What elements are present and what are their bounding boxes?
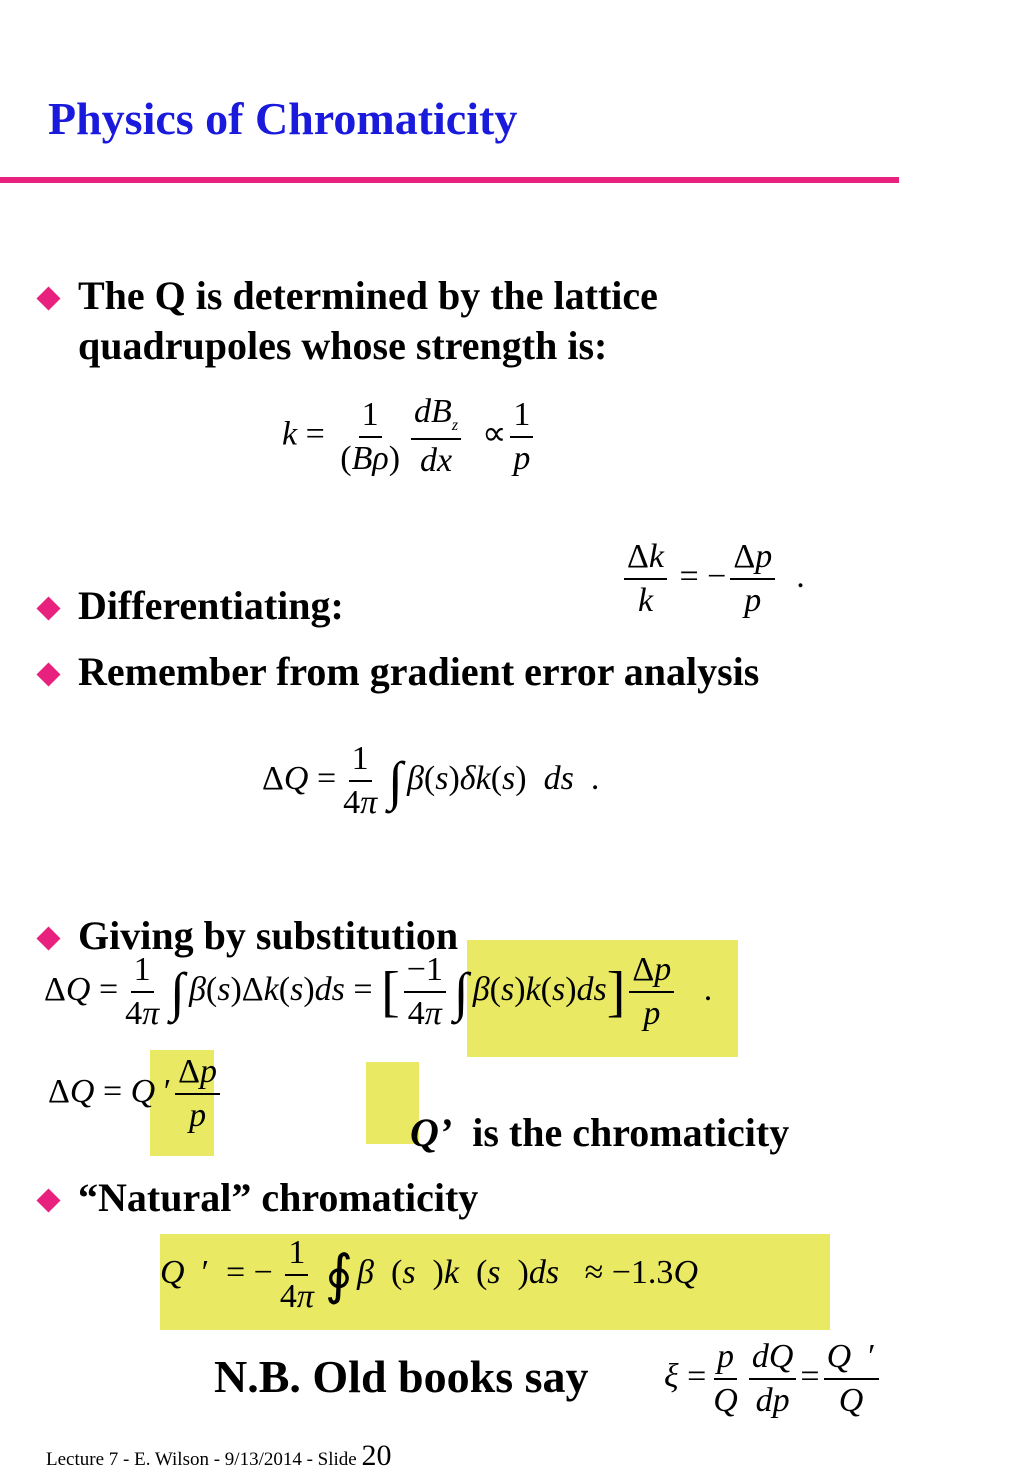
slide-number: 20 xyxy=(361,1439,392,1472)
bullet-gradient-error: Remember from gradient error analysis xyxy=(78,649,760,694)
footer-text: Lecture 7 - E. Wilson - 9/13/2014 - Slide xyxy=(46,1449,357,1470)
equation-quadrupole-strength: k = $\frac{1}{(B\rho)}$ $\frac{dB_z}{dx}$ ∝ $\frac{1}{p}$ xyxy=(282,395,537,478)
chromaticity-symbol: Q’ xyxy=(410,1110,453,1155)
bullet-diamond-icon xyxy=(36,926,60,950)
title-underline xyxy=(0,177,899,183)
equation-tune-shift: ΔQ = $\frac{1}{4\pi}$ ∫ β(s)δk(s) ds . xyxy=(262,740,600,821)
equation-substitution: ΔQ = $\frac{1}{4\pi}$ ∫ β(s)Δk(s)ds = [ $\frac{-1}{4\pi}$ ∫ β(s)k(s)ds] $\frac{\Delta p}{p}$ . xyxy=(44,951,713,1032)
nb-note: N.B. Old books say xyxy=(214,1351,589,1402)
bullet-quadrupole-line1: The Q is determined by the lattice xyxy=(78,273,658,318)
bullet-quadrupole-line2: quadrupoles whose strength is: xyxy=(78,323,608,368)
equation-chromaticity-definition: ΔQ = Q ′ $\frac{\Delta p}{p}$ xyxy=(48,1055,224,1133)
bullet-diamond-icon xyxy=(36,662,60,686)
bullet-natural-chromaticity: “Natural” chromaticity xyxy=(78,1175,479,1220)
bullet-differentiating: Differentiating: xyxy=(78,583,344,628)
chromaticity-note-text: is the chromaticity xyxy=(472,1110,790,1155)
slide-title: Physics of Chromaticity xyxy=(48,93,518,144)
equation-relative-change: $\frac{\Delta k}{k}$ = − $\frac{\Delta p}{p}$ . xyxy=(620,540,805,618)
bullet-diamond-icon xyxy=(36,596,60,620)
chromaticity-note xyxy=(410,1108,789,1158)
equation-xi-definition: ξ = $\frac{p}{Q}$ $\frac{dQ}{dp}$ = $\frac{Q '}{Q}$ xyxy=(664,1340,883,1418)
slide-footer xyxy=(46,1439,392,1473)
equation-natural-chromaticity: Q ′ = − $\frac{1}{4\pi}$ ∮ β (s )k (s )ds ≈ −1.3Q xyxy=(160,1234,698,1315)
bullet-substitution: Giving by substitution xyxy=(78,913,459,958)
bullet-diamond-icon xyxy=(36,286,60,310)
bullet-diamond-icon xyxy=(36,1188,60,1212)
